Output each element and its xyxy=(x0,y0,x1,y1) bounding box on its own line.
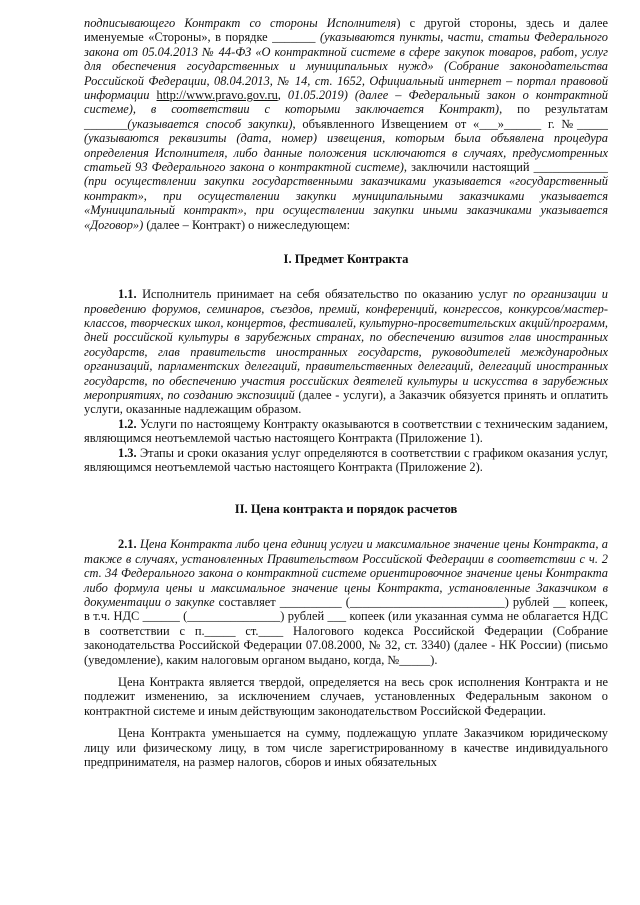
clause-2-1-amount: составляет __________ (_________________________) рублей __ копеек, в т.ч. НДС ______ (_______________) рублей ___ копеек (или указанная сумма не облагается НДС в соответствии с п._____ ст.____ Налогового кодекса Российской Федерации (Собрание законодательства Российской Федерации 07.08.2000, № 32, ст. 3340) (далее - НК России) (письмо (уведомление), каким налоговым органом выдано, когда, №_____). xyxy=(84,595,608,667)
section-2-title: II. Цена контракта и порядок расчетов xyxy=(234,502,458,517)
preamble-text-7: , объявленного Извещением от «___»______ г. №_____ xyxy=(292,116,609,131)
clause-1-1-text-a: Исполнитель принимает на себя обязательство по оказанию услуг xyxy=(136,287,514,302)
clause-2-1-price-definition: Цена Контракта либо цена единиц услуги и максимальное значение цены Контракта, а также в случаях, установленных Правительством Российской Федерации в соответствии с ч. 2 ст. 34 Федерального закона о контрактной системе ориентировочное значение цены Контракта либо формула цены и максимальное значение цены Контракта, установленные Заказчиком в документации о закупке xyxy=(84,537,608,609)
clause-1-3 xyxy=(84,446,608,475)
preamble-italic-4: , 01.05.2019) (далее – Федеральный закон о контрактной системе), в соответствии с которыми заключается Контракт) xyxy=(84,88,608,117)
clause-1-2-number: 1.2. xyxy=(118,416,137,431)
clause-1-1-number: 1.1. xyxy=(118,287,137,302)
preamble-paragraph xyxy=(84,16,608,232)
preamble-italic-10: (при осуществлении закупки государственными заказчиками указывается «государственный контракт», при осуществлении закупки муниципальными заказчиками указывается «Муниципальный контракт», при осуществлении закупки иными заказчиками указывается «Договор») xyxy=(84,174,608,232)
preamble-text-11: (далее – Контракт) о нижеследующем: xyxy=(143,217,351,232)
preamble-text-2: ) с другой стороны, здесь и далее именуемые «Стороны», в порядке _______ xyxy=(84,16,608,45)
clause-1-3-number: 1.3. xyxy=(118,445,137,460)
preamble-italic-6: (указывается способ закупки) xyxy=(127,116,293,131)
clause-1-2-text: Услуги по настоящему Контракту оказываются в соответствии с техническим заданием, являющимся неотъемлемой частью настоящего Контракта (Приложение 1). xyxy=(84,416,608,446)
price-reduction-paragraph: Цена Контракта уменьшается на сумму, подлежащую уплате Заказчиком юридическому лицу или физическому лицу, в том числе зарегистрированному в качестве индивидуального предпринимателя, на размер налогов, сборов и иных обязательных xyxy=(84,726,608,770)
preamble-italic-8: (указываются реквизиты (дата, номер) извещения, которым была объявлена процедура определения Исполнителя, либо данные положения исключаются в случаях, предусмотренных статьей 93 Федерального закона о контрактной системе) xyxy=(84,131,608,175)
price-fixed-paragraph: Цена Контракта является твердой, определяется на весь срок исполнения Контракта и не подлежит изменению, за исключением случаев, установленных Федеральным законом о контрактной системе и иным действующим законодательством Российской Федерации. xyxy=(84,675,608,718)
clause-1-1 xyxy=(84,287,608,417)
clause-1-2 xyxy=(84,417,608,446)
preamble-italic-3: (указываются пункты, части, статьи Федерального закона от 05.04.2013 № 44-ФЗ «О контрактной системе в сфере закупок товаров, работ, услуг для обеспечения государственных и муниципальных нужд» (Собрание законодательства Российской Федерации, 08.04.2013, № 14, ст. 1652, Официальный интернет – портал правовой информации xyxy=(84,30,609,103)
pravo-link[interactable]: http://www.pravo.gov.ru xyxy=(156,88,278,103)
preamble-italic-1: подписывающего Контракт со стороны Исполнителя xyxy=(84,16,397,30)
clause-1-1-services: по организации и проведению форумов, семинаров, съездов, премий, конференций, конгрессов, конкурсов/мастер-классов, творческих школ, концертов, фестивалей, культурно-просветительских акций/программ, дней российской культуры в зарубежных странах, по обеспечению визитов глав иностранных государств, глав правительств иностранных государств, руководителей международных организаций, парламентских делегаций, правительственных делегаций, делегаций иностранных государств, по обеспечению участия российских деятелей культуры и искусства в зарубежных мероприятиях, по созданию экспозиций xyxy=(84,287,608,402)
preamble-text-5: , по результатам _______ xyxy=(84,102,608,131)
clause-2-1 xyxy=(84,537,608,667)
clause-1-3-text: Этапы и сроки оказания услуг определяются в соответствии с графиком оказания услуг, являющимся неотъемлемой частью настоящего Контракта (Приложение 2). xyxy=(84,445,608,474)
clause-1-1-text-c: (далее - услуги), а Заказчик обязуется принять и оплатить услуги, оказанные надлежащим образом. xyxy=(84,387,608,417)
preamble-text-9: , заключили настоящий ____________ xyxy=(403,160,608,175)
section-1-title: I. Предмет Контракта xyxy=(283,252,409,267)
clause-2-1-number: 2.1. xyxy=(118,537,137,552)
